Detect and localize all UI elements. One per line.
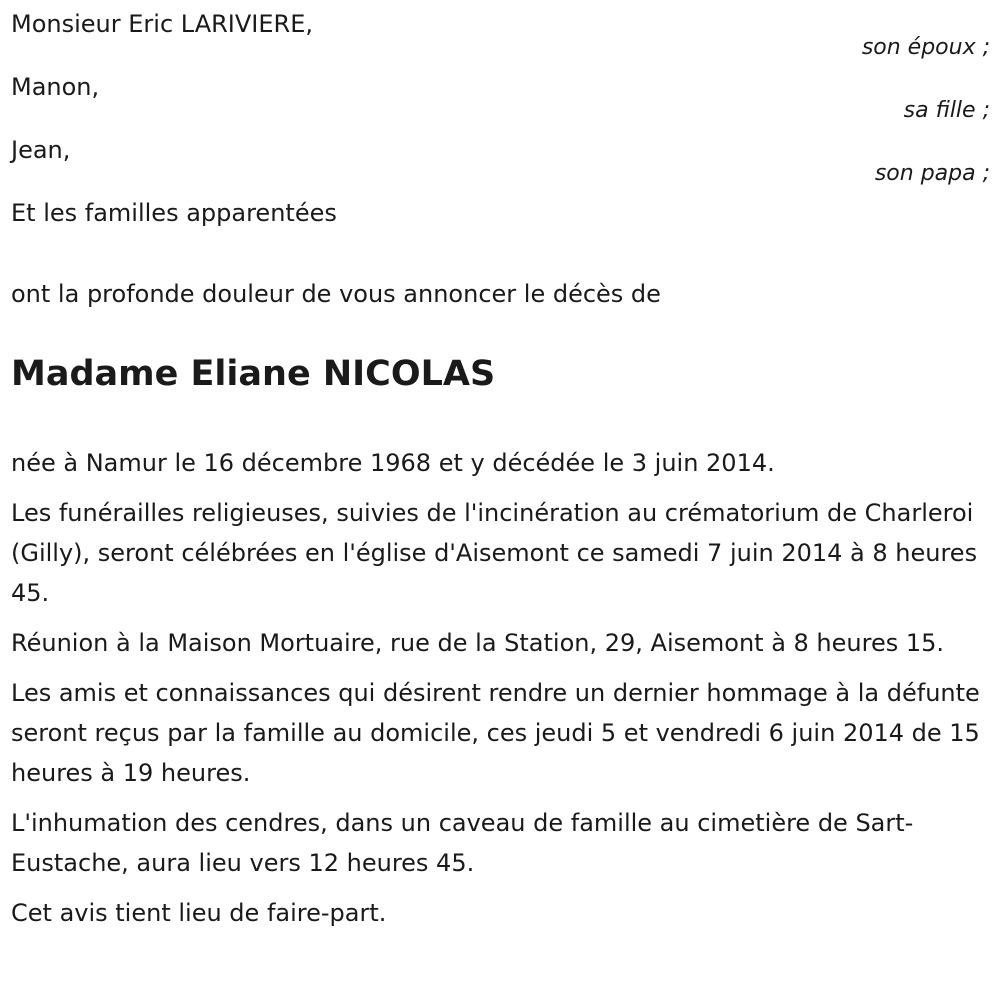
member-name: Monsieur Eric LARIVIERE, bbox=[11, 10, 313, 38]
burial-paragraph: L'inhumation des cendres, dans un caveau de famille au cimetière de Sart-Eustache, aura lieu vers 12 heures 45. bbox=[11, 809, 914, 877]
gathering-paragraph: Réunion à la Maison Mortuaire, rue de la Station, 29, Aisemont à 8 heures 15. bbox=[11, 629, 945, 657]
member-name: Jean, bbox=[11, 136, 71, 164]
member-relation: sa fille ; bbox=[903, 98, 990, 123]
notice-footer: Cet avis tient lieu de faire-part. bbox=[11, 899, 387, 927]
announcement-line: ont la profonde douleur de vous annoncer le décès de bbox=[11, 280, 661, 308]
member-relation: son époux ; bbox=[861, 35, 990, 60]
visitation-paragraph: Les amis et connaissances qui désirent rendre un dernier hommage à la défunte seront reçus par la famille au domicile, ces jeudi 5 et vendredi 6 juin 2014 de 15 heures à 19 heures. bbox=[11, 679, 980, 787]
member-relation: son papa ; bbox=[874, 161, 990, 186]
family-member bbox=[11, 126, 990, 189]
related-families-line: Et les familles apparentées bbox=[11, 199, 337, 227]
family-member bbox=[11, 63, 990, 126]
funeral-paragraph: Les funérailles religieuses, suivies de l'incinération au crématorium de Charleroi (Gilly), seront célébrées en l'église d'Aisemont ce samedi 7 juin 2014 à 8 heures 45. bbox=[11, 499, 978, 607]
family-members bbox=[11, 0, 990, 189]
deceased-name: Madame Eliane NICOLAS bbox=[11, 354, 496, 394]
member-name: Manon, bbox=[11, 73, 100, 101]
birth-death-paragraph: née à Namur le 16 décembre 1968 et y décédée le 3 juin 2014. bbox=[11, 449, 775, 477]
family-member bbox=[11, 0, 990, 63]
notice-body bbox=[11, 443, 986, 943]
